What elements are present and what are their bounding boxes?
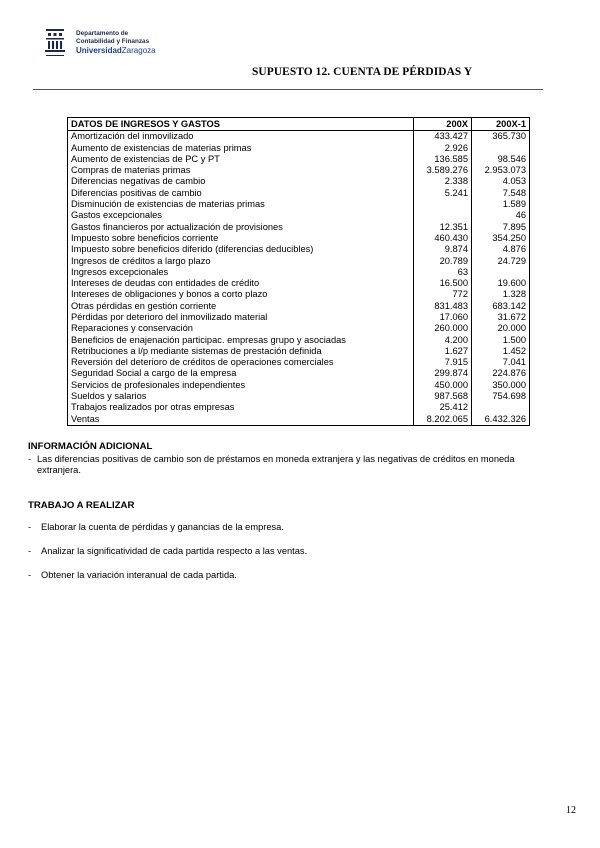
logo-line-1: Departamento de (76, 30, 129, 37)
row-value-previous: 7.895 (472, 222, 530, 233)
task-text: Elaborar la cuenta de pérdidas y ganancias de la empresa. (41, 522, 284, 532)
logo-line-2: Contabilidad y Finanzas (76, 38, 150, 45)
table-row (68, 312, 530, 323)
header-previous-year: 200X-1 (472, 118, 530, 131)
table-row (68, 368, 530, 379)
row-value-previous: 6.432.326 (472, 414, 530, 426)
row-value-previous: 19.600 (472, 278, 530, 289)
table-row (68, 143, 530, 154)
work-heading: TRABAJO A REALIZAR (28, 500, 135, 511)
income-expense-table (67, 117, 530, 426)
row-concept: Intereses de obligaciones y bonos a corto plazo (68, 289, 414, 300)
additional-info-body: Las diferencias positivas de cambio son de préstamos en moneda extranjera y las negativas de créditos en moneda extranjera. (37, 454, 515, 476)
row-concept: Impuesto sobre beneficios diferido (diferencias deducibles) (68, 244, 414, 255)
row-value-current: 433.427 (414, 131, 472, 143)
row-value-previous: 1.452 (472, 346, 530, 357)
row-value-previous: 20.000 (472, 323, 530, 334)
task-item (28, 522, 284, 533)
table-row (68, 267, 530, 278)
row-value-previous: 683.142 (472, 301, 530, 312)
row-concept: Impuesto sobre beneficios corriente (68, 233, 414, 244)
row-value-previous: 31.672 (472, 312, 530, 323)
row-value-current: 9.874 (414, 244, 472, 255)
table-row (68, 255, 530, 266)
university-crest-icon (44, 28, 66, 60)
table-row (68, 188, 530, 199)
table-row (68, 244, 530, 255)
table-row (68, 414, 530, 426)
logo-city: Zaragoza (121, 46, 156, 55)
row-value-previous (472, 143, 530, 154)
task-text: Analizar la significatividad de cada partida respecto a las ventas. (41, 546, 308, 556)
table-row (68, 357, 530, 368)
table-row (68, 323, 530, 334)
additional-info-heading: INFORMACIÓN ADICIONAL (28, 441, 153, 452)
logo-university: Universidad (76, 46, 122, 55)
bullet-dash: - (28, 570, 32, 580)
row-value-current: 4.200 (414, 335, 472, 346)
row-concept: Otras pérdidas en gestión corriente (68, 301, 414, 312)
table-row (68, 222, 530, 233)
row-value-current: 2.926 (414, 143, 472, 154)
table-row (68, 131, 530, 143)
row-value-current: 450.000 (414, 380, 472, 391)
row-value-current: 772 (414, 289, 472, 300)
row-concept: Trabajos realizados por otras empresas (68, 402, 414, 413)
table-row (68, 402, 530, 413)
row-value-current: 12.351 (414, 222, 472, 233)
additional-info-text (28, 454, 558, 477)
row-value-previous: 1.328 (472, 289, 530, 300)
row-concept: Diferencias positivas de cambio (68, 188, 414, 199)
row-value-current: 2.338 (414, 176, 472, 187)
table-row (68, 346, 530, 357)
row-value-current: 7.915 (414, 357, 472, 368)
row-value-previous: 754.698 (472, 391, 530, 402)
table-row (68, 335, 530, 346)
row-value-current: 460.430 (414, 233, 472, 244)
row-concept: Pérdidas por deterioro del inmovilizado material (68, 312, 414, 323)
row-value-current: 17.060 (414, 312, 472, 323)
row-value-current: 16.500 (414, 278, 472, 289)
table-row (68, 210, 530, 221)
university-logo (44, 28, 174, 62)
table-row (68, 301, 530, 312)
row-value-previous: 98.546 (472, 154, 530, 165)
row-value-previous (472, 267, 530, 278)
table-row (68, 289, 530, 300)
row-concept: Ventas (68, 414, 414, 426)
row-value-previous: 2.953.073 (472, 165, 530, 176)
header-divider (33, 89, 543, 90)
row-value-current: 63 (414, 267, 472, 278)
bullet-dash: - (28, 522, 32, 532)
row-concept: Beneficios de enajenación participac. empresas grupo y asociadas (68, 335, 414, 346)
row-value-previous: 350.000 (472, 380, 530, 391)
table-body (68, 131, 530, 426)
row-concept: Reparaciones y conservación (68, 323, 414, 334)
row-concept: Ingresos excepcionales (68, 267, 414, 278)
row-value-previous (472, 402, 530, 413)
row-value-current: 5.241 (414, 188, 472, 199)
row-concept: Amortización del inmovilizado (68, 131, 414, 143)
row-value-current: 3.589.276 (414, 165, 472, 176)
row-value-previous: 4.876 (472, 244, 530, 255)
row-value-current: 1.627 (414, 346, 472, 357)
row-value-current: 136.585 (414, 154, 472, 165)
table-row (68, 391, 530, 402)
row-value-previous: 1.500 (472, 335, 530, 346)
row-concept: Intereses de deudas con entidades de crédito (68, 278, 414, 289)
row-concept: Sueldos y salarios (68, 391, 414, 402)
row-concept: Servicios de profesionales independientes (68, 380, 414, 391)
table-row (68, 154, 530, 165)
row-value-previous: 1.589 (472, 199, 530, 210)
row-concept: Gastos excepcionales (68, 210, 414, 221)
row-concept: Aumento de existencias de PC y PT (68, 154, 414, 165)
row-value-previous: 354.250 (472, 233, 530, 244)
row-value-previous: 7.548 (472, 188, 530, 199)
row-value-current: 299.874 (414, 368, 472, 379)
row-value-current: 987.568 (414, 391, 472, 402)
row-concept: Seguridad Social a cargo de la empresa (68, 368, 414, 379)
table-row (68, 176, 530, 187)
row-value-previous: 7.041 (472, 357, 530, 368)
document-title: SUPUESTO 12. CUENTA DE PÉRDIDAS Y (252, 66, 473, 78)
task-text: Obtener la variación interanual de cada partida. (41, 570, 237, 580)
row-value-previous: 365.730 (472, 131, 530, 143)
row-value-previous: 24.729 (472, 255, 530, 266)
table-row (68, 165, 530, 176)
task-item (28, 546, 307, 557)
row-value-previous: 46 (472, 210, 530, 221)
row-value-current: 831.483 (414, 301, 472, 312)
row-concept: Diferencias negativas de cambio (68, 176, 414, 187)
table-row (68, 278, 530, 289)
table-row (68, 380, 530, 391)
row-value-current (414, 199, 472, 210)
page-number: 12 (566, 805, 576, 816)
row-value-current: 25.412 (414, 402, 472, 413)
header-concept: DATOS DE INGRESOS Y GASTOS (68, 118, 414, 131)
row-concept: Compras de materias primas (68, 165, 414, 176)
row-value-current: 8.202.065 (414, 414, 472, 426)
row-concept: Aumento de existencias de materias primas (68, 143, 414, 154)
row-value-current (414, 210, 472, 221)
table-header-row (68, 118, 530, 131)
table-row (68, 233, 530, 244)
row-value-previous: 4.053 (472, 176, 530, 187)
header-current-year: 200X (414, 118, 472, 131)
row-value-current: 260.000 (414, 323, 472, 334)
row-concept: Reversión del deterioro de créditos de operaciones comerciales (68, 357, 414, 368)
table-row (68, 199, 530, 210)
row-concept: Ingresos de créditos a largo plazo (68, 255, 414, 266)
task-item (28, 570, 237, 581)
row-value-previous: 224.876 (472, 368, 530, 379)
row-concept: Gastos financieros por actualización de provisiones (68, 222, 414, 233)
row-concept: Retribuciones a l/p mediante sistemas de prestación definida (68, 346, 414, 357)
row-concept: Disminución de existencias de materias primas (68, 199, 414, 210)
bullet-dash: - (28, 546, 32, 556)
row-value-current: 20.789 (414, 255, 472, 266)
bullet-dash: - (28, 454, 32, 464)
